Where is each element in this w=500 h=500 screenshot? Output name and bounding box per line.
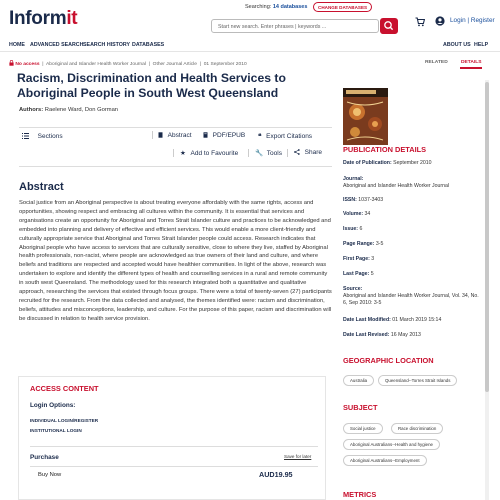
menu-icon — [22, 133, 29, 139]
subject-chip-health-hygiene[interactable]: Aboriginal Australians--Health and hygiene — [343, 439, 440, 450]
subject-chip-employment[interactable]: Aboriginal Australians--Employment — [343, 455, 427, 466]
search-input[interactable]: Start new search. Enter phrases | keywords ... — [211, 19, 379, 33]
share-label: Share — [304, 149, 323, 156]
nav-about-us[interactable]: ABOUT US — [443, 42, 471, 48]
nav-advanced-search[interactable]: ADVANCED SEARCH — [30, 42, 84, 48]
searching-count[interactable]: 14 databases — [272, 4, 308, 10]
article-type: Other Journal Article — [152, 62, 197, 67]
searching-prefix: Searching: — [245, 4, 272, 10]
detail-date-modified: Date Last Modified: 01 March 2019 15:14 — [343, 317, 442, 323]
individual-login-link[interactable]: INDIVIDUAL LOGIN/REGISTER — [30, 418, 99, 423]
buy-now-label[interactable]: Buy Now — [38, 472, 62, 478]
detail-last-page: Last Page: 5 — [343, 271, 374, 277]
article-date: 01 September 2010 — [203, 62, 247, 67]
detail-issue: Issue: 6 — [343, 226, 363, 232]
logo-main-text: Inform — [9, 8, 67, 29]
login-options-heading: Login Options: — [30, 402, 76, 409]
share-icon — [294, 149, 300, 155]
star-icon: ★ — [180, 150, 186, 157]
add-favourite-label: Add to Favourite — [190, 150, 239, 157]
panel-scrollbar-thumb[interactable] — [485, 82, 489, 392]
authors-line — [19, 107, 118, 113]
wrench-icon: 🔧 — [255, 150, 264, 157]
abstract-label: Abstract — [167, 132, 192, 139]
toolbar-divider-bottom — [19, 166, 332, 167]
lock-icon — [9, 60, 14, 66]
toolbar-separator-2 — [173, 149, 174, 157]
detail-issn: ISSN: 1037-3403 — [343, 197, 384, 203]
nav-home[interactable]: HOME — [9, 42, 25, 48]
tools-label: Tools — [266, 150, 282, 157]
geo-chip-australia[interactable]: Australia — [343, 375, 374, 386]
access-content-card — [18, 376, 326, 500]
detail-journal: Journal: Aboriginal and Islander Health Worker Journal — [343, 176, 450, 190]
detail-volume: Volume: 34 — [343, 211, 371, 217]
journal-link[interactable]: Aboriginal and Islander Health Worker Journal — [343, 183, 450, 190]
subject-heading: SUBJECT — [343, 403, 378, 412]
tab-details[interactable]: DETAILS — [461, 60, 482, 65]
share-button[interactable] — [294, 149, 322, 156]
toolbar-separator-4 — [287, 149, 288, 157]
sections-button[interactable] — [22, 133, 63, 140]
geographic-location-heading: GEOGRAPHIC LOCATION — [343, 356, 434, 365]
tab-active-underline — [460, 67, 482, 69]
export-citations-button[interactable] — [258, 132, 312, 140]
logo-accent-text: it — [66, 8, 78, 29]
detail-source: Source: Aboriginal and Islander Health Worker Journal, Vol. 34, No. 6, Sep 2010: 3-5 — [343, 286, 479, 307]
metrics-heading: METRICS — [343, 490, 377, 499]
purchase-heading: Purchase — [30, 454, 59, 461]
detail-first-page: First Page: 3 — [343, 256, 375, 262]
nav-search-history[interactable]: SEARCH HISTORY — [83, 42, 131, 48]
detail-date: Date of Publication: September 2010 — [343, 160, 432, 166]
sections-label: Sections — [37, 133, 63, 140]
toolbar-separator — [152, 131, 153, 139]
export-citations-label: Export Citations — [266, 133, 313, 140]
publication-details-heading: PUBLICATION DETAILS — [343, 145, 427, 154]
journal-cover-image[interactable] — [343, 88, 388, 145]
nav-databases[interactable]: DATABASES — [132, 42, 165, 48]
subject-chip-race-discrimination[interactable]: Race discrimination — [391, 423, 443, 434]
price: AUD19.95 — [259, 470, 293, 479]
authors-names[interactable]: Raelene Ward, Don Gorman — [44, 107, 119, 113]
abstract-button[interactable] — [158, 132, 192, 139]
access-status: No access — [15, 62, 40, 67]
searching-databases — [245, 4, 307, 10]
page-title: Racism, Discrimination and Health Services to Aboriginal People in South West Queensland — [17, 71, 286, 100]
toolbar-separator-3 — [248, 149, 249, 157]
pdf-epub-button[interactable] — [203, 132, 245, 139]
informit-logo[interactable] — [9, 8, 77, 30]
tab-related[interactable]: RELATED — [425, 60, 448, 65]
document-icon — [158, 132, 163, 138]
purchase-divider — [30, 466, 318, 467]
search-icon — [380, 18, 398, 34]
detail-date-revised: Date Last Revised: 16 May 2013 — [343, 332, 421, 338]
journal-crumb[interactable]: Aboriginal and Islander Health Worker Journal — [46, 62, 146, 67]
tools-button[interactable] — [255, 149, 282, 157]
article-meta-row: No access | Aboriginal and Islander Health Worker Journal | Other Journal Article | 01 September 2010 — [9, 60, 247, 67]
authors-label: Authors: — [19, 107, 44, 113]
add-favourite-button[interactable] — [180, 149, 238, 157]
search-button[interactable] — [380, 18, 398, 34]
subject-chip-social-justice[interactable]: Social justice — [343, 423, 383, 434]
save-for-later-link[interactable]: Save for later — [284, 454, 312, 459]
abstract-heading: Abstract — [19, 181, 64, 193]
access-divider — [30, 446, 318, 447]
pdf-epub-label: PDF/EPUB — [212, 132, 246, 139]
institutional-login-link[interactable]: INSTITUTIONAL LOGIN — [30, 428, 82, 433]
cart-icon[interactable] — [415, 17, 425, 27]
detail-page-range: Page Range: 3-5 — [343, 241, 384, 247]
toolbar-divider-top — [19, 127, 332, 128]
user-icon[interactable] — [435, 16, 445, 26]
nav-help[interactable]: HELP — [474, 42, 489, 48]
pdf-icon — [203, 132, 208, 138]
change-databases-button[interactable]: CHANGE DATABASES — [313, 2, 372, 12]
abstract-text: Social justice from an Aboriginal perspective is about treating everyone affordably with the same rights, access and opportunities, showing respect and embracing all cultures within the community. It is essential that services and organisations create an opportunity for Aboriginal and Torres Strait Islander culture and practices to be acknowledged and embedded into planning and delivery of effective and efficient services. This would enable a more client-friendly and culturally appropriate service that Aboriginal and Torres Strait Islander people could access. Research indicates that Aboriginal people who have access to services that are culturally sensitive, close to where they live, staffed by Aboriginal health professionals, non-racist, where people are acknowledged as true owners of their land and culture, and where beliefs and traditions are respected and accepted would have healthier communities. In light of the above, research was undertaken to explore and identify the different types of health and counselling services in a rural and remote community in south west Queensland. The methodology used for this research integrated both a quantitative and qualitative approach, researching the services that existed through focus groups. There were a total of twenty-seven (27) participants recruited for the research. From the data collected and analysed, the themes identified were: racism and discrimination, beliefs, attitudes and misconceptions, leadership, and culture. For the purpose of this paper, racism and discrimination will be discussed in relation to health service provision. — [19, 200, 332, 322]
access-content-heading: ACCESS CONTENT — [30, 384, 99, 393]
geo-chip-queensland[interactable]: Queensland--Torres Strait Islands — [378, 375, 457, 386]
quote-icon: ❝ — [258, 133, 262, 140]
login-register-link[interactable]: Login | Register — [450, 17, 495, 24]
